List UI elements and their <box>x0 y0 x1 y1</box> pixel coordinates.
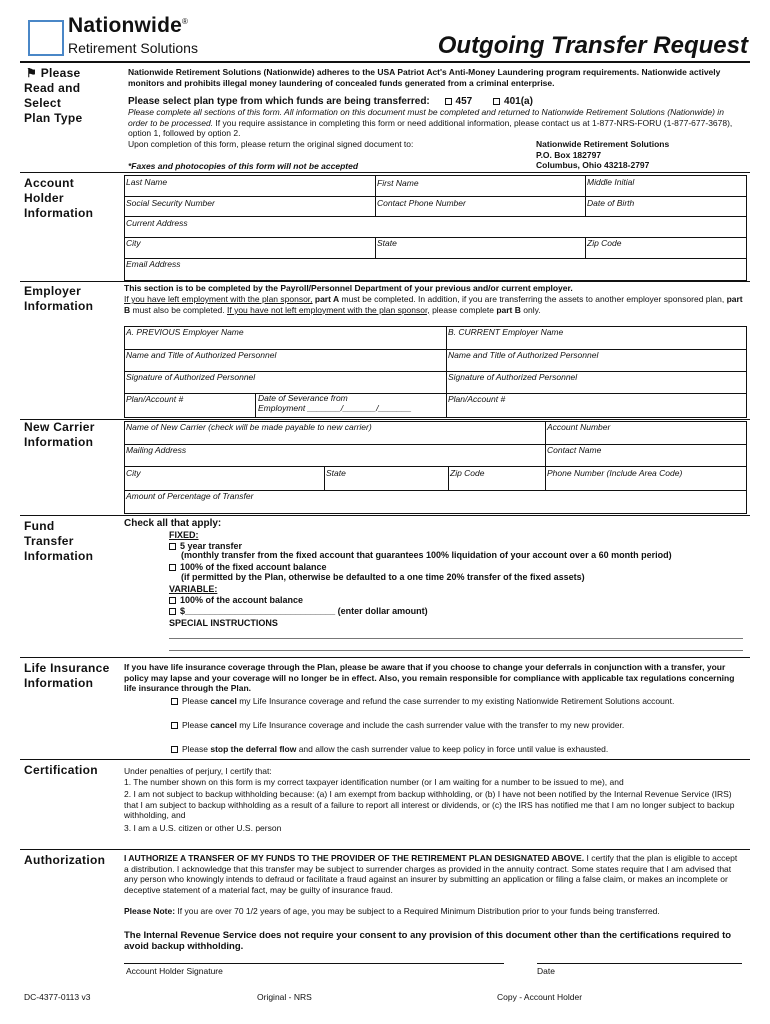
logo-icon <box>28 20 64 56</box>
special-instructions-line-2[interactable] <box>169 650 743 651</box>
account-side-label: Account Holder Information <box>24 176 94 220</box>
divider <box>20 515 750 516</box>
dob-field[interactable]: Date of Birth <box>587 198 635 208</box>
curr-signature-field[interactable]: Signature of Authorized Personnel <box>448 372 578 382</box>
signature-line[interactable] <box>124 963 504 964</box>
previous-employer-field[interactable]: A. PREVIOUS Employer Name <box>126 327 244 337</box>
curr-plan-account-field[interactable]: Plan/Account # <box>448 394 506 404</box>
prev-authorized-name-field[interactable]: Name and Title of Authorized Personnel <box>126 350 277 360</box>
carrier-mailing-field[interactable]: Mailing Address <box>126 445 187 455</box>
plan-401a-checkbox[interactable]: 401(a) <box>493 96 533 107</box>
first-name-field[interactable]: First Name <box>377 178 419 188</box>
life-option-refund[interactable]: Please cancel my Life Insurance coverage and refund the case surrender to my existing Nationwide Retirement Solutions account. <box>171 696 743 707</box>
state-field[interactable]: State <box>377 238 397 248</box>
divider <box>20 281 750 282</box>
flag-icon: ⚑ <box>26 66 38 80</box>
hundred-account-checkbox[interactable]: 100% of the account balance <box>169 595 303 606</box>
curr-authorized-name-field[interactable]: Name and Title of Authorized Personnel <box>448 350 599 360</box>
plan-type-select: Please select plan type from which funds are being transferred: 457 401(a) <box>128 96 533 107</box>
transfer-amount-field[interactable]: Amount of Percentage of Transfer <box>126 491 254 501</box>
current-address-field[interactable]: Current Address <box>126 218 188 228</box>
form-code: DC-4377-0113 v3 <box>24 992 91 1002</box>
carrier-side-label: New Carrier Information <box>24 420 95 449</box>
employer-instructions: If you have left employment with the plan sponsor, part A must be completed. In addition, if you are transferring the assets to another employer sponsored plan, part B must also be completed. If you have not left employment with the plan sponsor, please complete part B only. <box>124 294 743 315</box>
account-holder-grid <box>124 175 747 281</box>
date-line[interactable] <box>537 963 742 964</box>
carrier-contact-field[interactable]: Contact Name <box>547 445 602 455</box>
divider <box>20 419 750 420</box>
signature-label: Account Holder Signature <box>126 966 223 976</box>
original-copy-label: Original - NRS <box>257 992 312 1002</box>
carrier-phone-field[interactable]: Phone Number (Include Area Code) <box>547 468 683 478</box>
special-instructions-line-1[interactable] <box>169 638 743 639</box>
prev-signature-field[interactable]: Signature of Authorized Personnel <box>126 372 256 382</box>
carrier-state-field[interactable]: State <box>326 468 346 478</box>
contact-phone-field[interactable]: Contact Phone Number <box>377 198 466 208</box>
plan-457-checkbox[interactable]: 457 <box>445 96 473 107</box>
logo-subtitle: Retirement Solutions <box>68 40 198 56</box>
life-side-label: Life Insurance Information <box>24 661 110 690</box>
hundred-fixed-desc: (if permitted by the Plan, otherwise be defaulted to a one time 20% transfer of the fixed assets) <box>181 572 585 582</box>
return-address: Nationwide Retirement Solutions P.O. Box 182797 Columbus, Ohio 43218-2797 <box>536 139 670 170</box>
severance-date-field[interactable]: Date of Severance from Employment _______/_______/_______ <box>258 393 412 413</box>
last-name-field[interactable]: Last Name <box>126 177 168 187</box>
patriot-act-notice: Nationwide Retirement Solutions (Nationwide) adheres to the USA Patriot Act's Anti-Money Laundering program requirements. Nationwide actively monitors and prohibits illegal money laundering of concealed funds generated from a criminal enterprise. <box>128 67 721 88</box>
fixed-heading: FIXED: <box>169 530 199 540</box>
divider <box>20 172 750 173</box>
life-intro: If you have life insurance coverage through the Plan, please be aware that if you choose to change your deferrals in conjunction with a transfer, your policy may lapse and your coverage will no longer be in effect. Also, you remain responsible for compliance with applicable tax regulations concerning life insurance through the Plan. <box>124 662 735 693</box>
header-divider <box>20 61 750 63</box>
auth-text: I AUTHORIZE A TRANSFER OF MY FUNDS TO THE PROVIDER OF THE RETIREMENT PLAN DESIGNATED ABOVE. I certify that the plan is eligible to accept a distribution. I acknowledge that this transfer may be subject to surrender charges as provided in the annuity contract. Some states require that I am advised that any person who knowingly intends to defraud or facilitate a fraud against an insurer by submitting an application or filing a false claim, or makes an incomplete or deceptive statement of a material fact, may be guilty of insurance fraud. <box>124 853 738 895</box>
city-field[interactable]: City <box>126 238 141 248</box>
auth-side-label: Authorization <box>24 853 106 867</box>
divider <box>20 657 750 658</box>
current-employer-field[interactable]: B. CURRENT Employer Name <box>448 327 564 337</box>
plan-side-label: ⚑ Please Read and Select Plan Type <box>24 66 83 125</box>
date-label: Date <box>537 966 555 976</box>
life-option-stop[interactable]: Please stop the deferral flow and allow the cash surrender value to keep policy in force until value is exhausted. <box>171 744 743 755</box>
page-title: Outgoing Transfer Request <box>437 32 748 59</box>
prev-plan-account-field[interactable]: Plan/Account # <box>126 394 184 404</box>
carrier-city-field[interactable]: City <box>126 468 141 478</box>
zip-field[interactable]: Zip Code <box>587 238 622 248</box>
employer-intro: This section is to be completed by the Payroll/Personnel Department of your previous and/or current employer. <box>124 283 573 293</box>
return-instructions: Upon completion of this form, please return the original signed document to: <box>128 139 414 149</box>
holder-copy-label: Copy - Account Holder <box>497 992 583 1002</box>
cert-side-label: Certification <box>24 763 98 777</box>
carrier-account-field[interactable]: Account Number <box>547 422 611 432</box>
fund-side-label: Fund Transfer Information <box>24 519 94 563</box>
life-option-include[interactable]: Please cancel my Life Insurance coverage and include the cash surrender value with the transfer to my new provider. <box>171 720 743 731</box>
hundred-fixed-checkbox[interactable]: 100% of the fixed account balance <box>169 562 327 573</box>
check-all-label: Check all that apply: <box>124 518 222 529</box>
middle-initial-field[interactable]: Middle Initial <box>587 177 635 187</box>
ssn-field[interactable]: Social Security Number <box>126 198 215 208</box>
five-year-desc: (monthly transfer from the fixed account that guarantees 100% liquidation of your account over a 60 month period) <box>181 550 672 560</box>
fax-note: *Faxes and photocopies of this form will not be accepted <box>128 161 359 171</box>
five-year-checkbox[interactable]: 5 year transfer <box>169 541 242 552</box>
dollar-amount-checkbox[interactable]: $______________________________ (enter dollar amount) <box>169 606 428 617</box>
carrier-name-field[interactable]: Name of New Carrier (check will be made payable to new carrier) <box>126 422 372 432</box>
logo: Nationwide® <box>68 14 189 37</box>
carrier-zip-field[interactable]: Zip Code <box>450 468 485 478</box>
email-field[interactable]: Email Address <box>126 259 181 269</box>
divider <box>20 759 750 760</box>
instructions: Please complete all sections of this form. All information on this document must be completed and returned to Nationwide Retirement Solutions (Nationwide) in order to be processed. If you require assistance in completing this form or need additional information, please contact us at 1-877-NRS-FORU (1-877-677-3678), option 1, followed by option 2. <box>128 107 733 138</box>
irs-notice: The Internal Revenue Service does not require your consent to any provision of this document other than the certifications required to avoid backup withholding. <box>124 930 732 952</box>
cert-text: Under penalties of perjury, I certify that: 1. The number shown on this form is my correct taxpayer identification number (or I am waiting for a number to be issued to me), and 2. I am not subject to backup withholding because: (a) I am exempt from backup withholding, or (b) I have not been notified by the Internal Revenue Service (IRS) that I am subject to backup withholding as a result of a failure to report all interest or dividends, or (c) the IRS has notified me that I am no longer subject to backup withholding, and 3. I am a U.S. citizen or other U.S. person <box>124 766 735 833</box>
employer-side-label: Employer Information <box>24 284 94 313</box>
special-instructions-label: SPECIAL INSTRUCTIONS <box>169 618 278 628</box>
variable-heading: VARIABLE: <box>169 584 218 594</box>
rmd-note: Please Note: If you are over 70 1/2 years of age, you may be subject to a Required Minimum Distribution prior to your funds being transferred. <box>124 906 660 916</box>
divider <box>20 849 750 850</box>
